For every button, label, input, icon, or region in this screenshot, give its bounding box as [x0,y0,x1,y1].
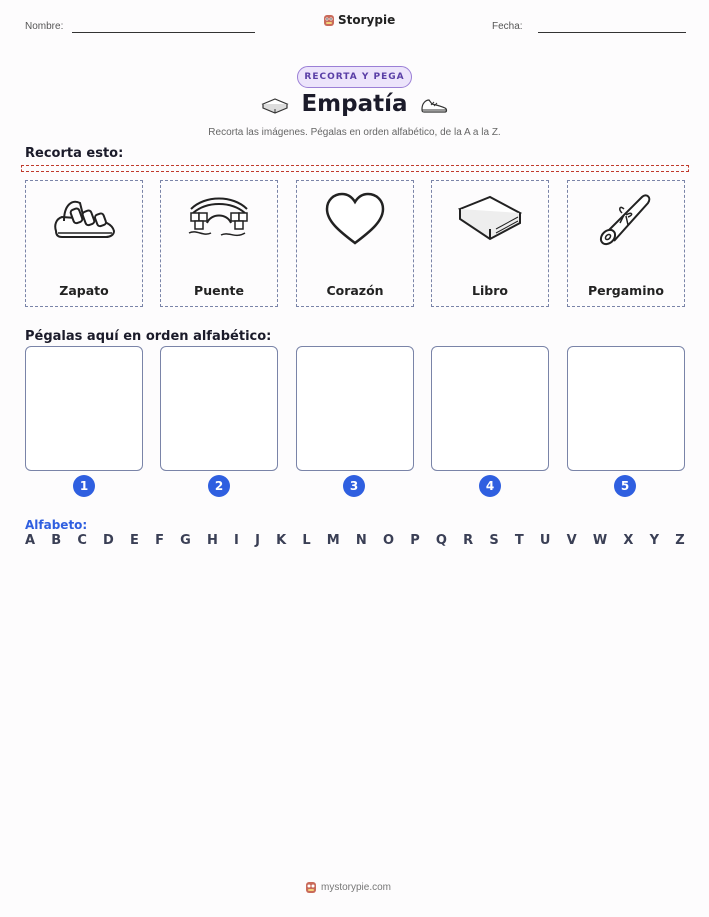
paste-slot-5[interactable] [567,346,685,471]
instructions: Recorta las imágenes. Pégalas en orden alfabético, de la A a la Z. [208,127,501,138]
slot-number-4: 4 [479,475,501,497]
shoe-icon [419,96,449,116]
alphabet-letter: F [155,533,164,548]
alphabet-letter: U [539,533,551,548]
alphabet-letter: P [410,533,420,548]
paste-slot-2[interactable] [160,346,278,471]
alphabet-letter: D [103,533,114,548]
alphabet-letter: O [382,533,395,548]
alphabet-letter: G [180,533,191,548]
sandal-icon [50,189,118,247]
cut-card-corazon[interactable] [296,180,414,307]
alphabet-letter: M [326,533,340,548]
card-label: Pergamino [588,283,664,298]
cut-card-libro[interactable] [431,180,549,307]
alphabet-heading: Alfabeto: [25,518,88,532]
alphabet-letter: Z [675,533,685,548]
alphabet-letter: J [255,533,260,548]
activity-badge: RECORTA Y PEGA [297,66,412,88]
bridge-icon [185,189,253,247]
footer-url[interactable]: mystorypie.com [321,881,392,893]
alphabet-letter: E [130,533,139,548]
scroll-icon [592,189,660,247]
cut-card-puente[interactable] [160,180,278,307]
cut-heading: Recorta esto: [25,146,124,161]
date-label: Fecha: [492,21,523,32]
paste-slot-1[interactable] [25,346,143,471]
cut-card-pergamino[interactable] [567,180,685,307]
alphabet-letter: K [276,533,287,548]
slot-number-1: 1 [73,475,95,497]
alphabet-letter: X [623,533,634,548]
alphabet-letter: B [51,533,62,548]
alphabet-letter: Y [649,533,660,548]
alphabet-letter: T [514,533,524,548]
storypie-mascot-icon [305,880,317,894]
paste-heading: Pégalas aquí en orden alfabético: [25,329,272,344]
date-line[interactable] [538,32,686,33]
alphabet-letter: H [206,533,218,548]
cut-line [21,165,689,172]
name-label: Nombre: [25,21,64,32]
alphabet-letter: L [302,533,311,548]
alphabet-letter: V [566,533,577,548]
card-label: Libro [472,283,508,298]
slot-number-2: 2 [208,475,230,497]
book-icon [456,189,524,247]
alphabet-letter: Q [435,533,447,548]
cut-card-zapato[interactable] [25,180,143,307]
footer [305,880,391,894]
page-title: Empatía [301,91,408,117]
alphabet-letter: N [355,533,367,548]
alphabet-letter: I [234,533,239,548]
card-label: Corazón [326,283,384,298]
alphabet-letter: C [77,533,87,548]
brand-logo [323,13,395,27]
paste-slot-3[interactable] [296,346,414,471]
alphabet-letter: S [489,533,499,548]
alphabet-letter: A [25,533,36,548]
card-label: Zapato [59,283,109,298]
brand-name: Storypie [338,13,396,27]
alphabet-letter: R [463,533,474,548]
card-label: Puente [194,283,244,298]
alphabet-row [25,533,685,548]
name-line[interactable] [72,32,255,33]
heart-icon [321,189,389,247]
alphabet-letter: W [592,533,608,548]
slot-number-3: 3 [343,475,365,497]
slot-number-5: 5 [614,475,636,497]
paste-slot-4[interactable] [431,346,549,471]
storypie-mascot-icon [323,13,335,27]
